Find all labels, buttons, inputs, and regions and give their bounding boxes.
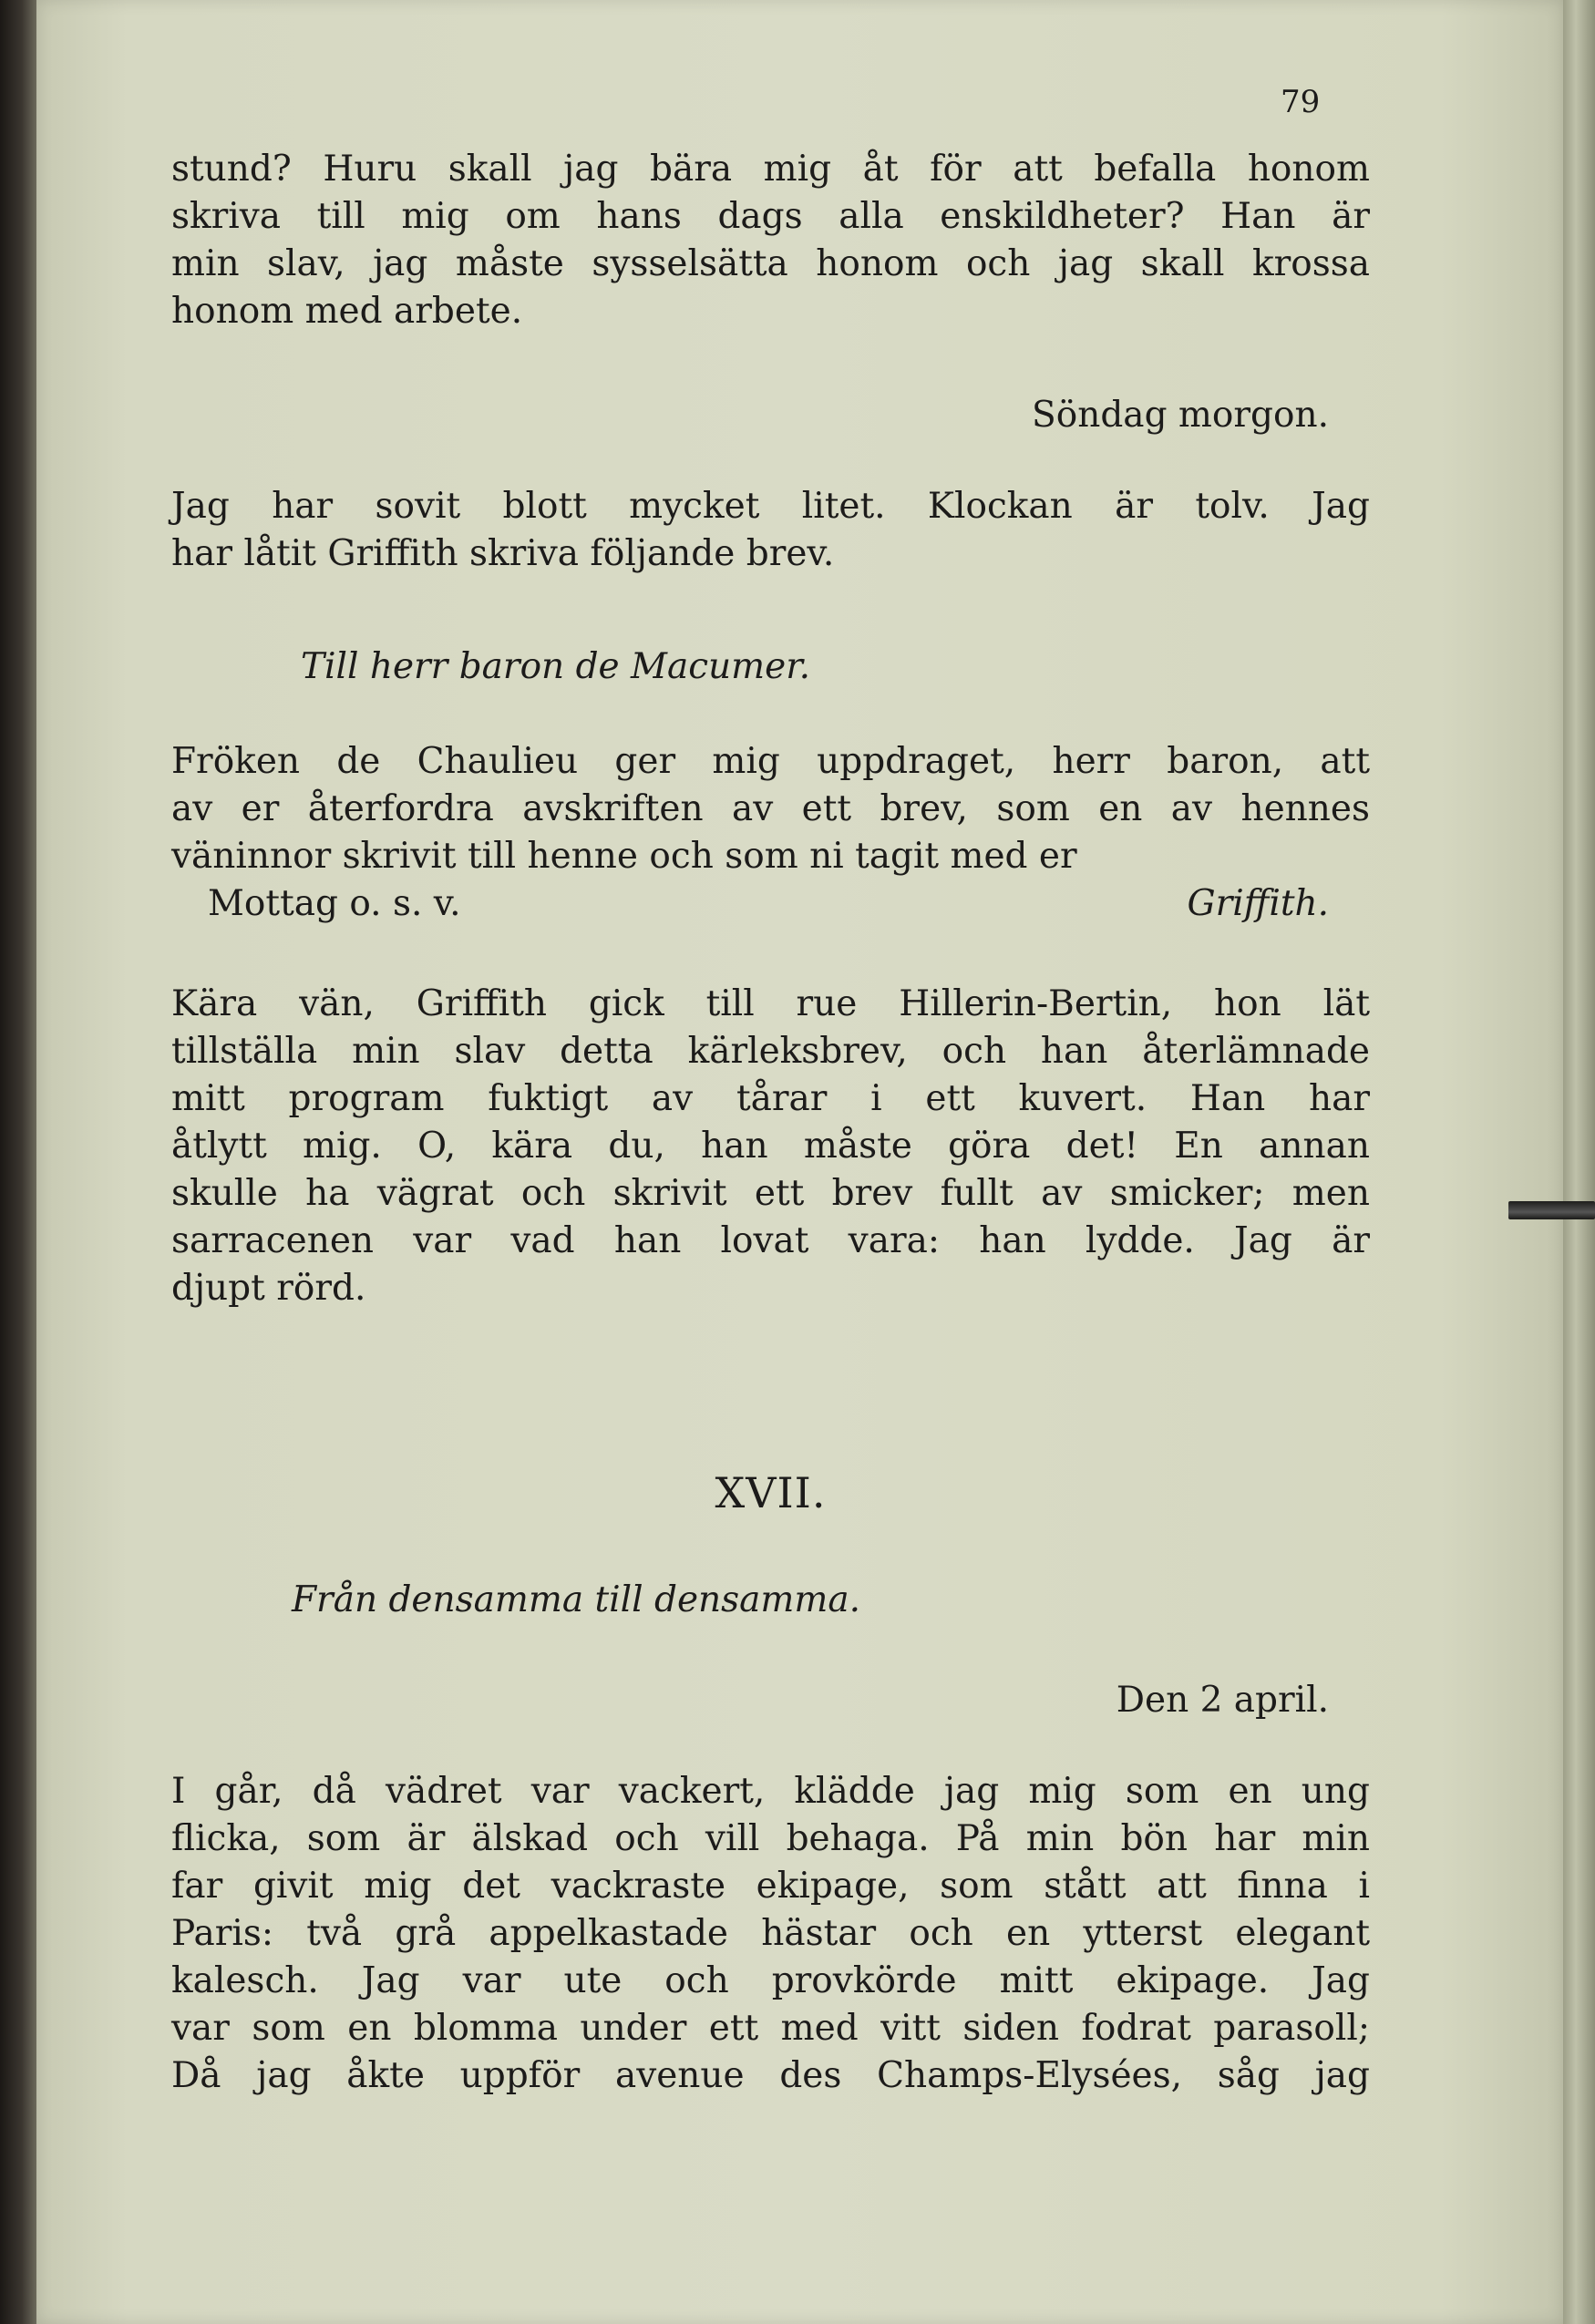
text-line: tillställa min slav detta kärleksbrev, och han återlämnade: [171, 1031, 1370, 1072]
text-line: skriva till mig om hans dags alla enskildheter? Han är: [171, 196, 1370, 237]
text-line: min slav, jag måste sysselsätta honom och jag skall krossa: [171, 243, 1370, 284]
page-edge: [1563, 0, 1595, 2324]
text-line: flicka, som är älskad och vill behaga. På min bön har min: [171, 1818, 1370, 1859]
text-line: har låtit Griffith skriva följande brev.: [171, 533, 835, 574]
text-line: var som en blomma under ett med vitt siden fodrat parasoll;: [171, 2008, 1370, 2049]
text-line: av er återfordra avskriften av ett brev, som en av hennes: [171, 788, 1370, 829]
page-number: 79: [1281, 84, 1321, 120]
text-line: Kära vän, Griffith gick till rue Hillerin-Bertin, hon lät: [171, 983, 1370, 1024]
dateline: Söndag morgon.: [1032, 395, 1329, 436]
text-line: far givit mig det vackraste ekipage, som stått att finna i: [171, 1866, 1370, 1907]
text-line: skulle ha vägrat och skrivit ett brev fullt av smicker; men: [171, 1173, 1370, 1214]
text-line: stund? Huru skall jag bära mig åt för att befalla honom: [171, 149, 1370, 190]
text-line: väninnor skrivit till henne och som ni tagit med er: [171, 836, 1077, 877]
text-line: Då jag åkte uppför avenue des Champs-Elysées, såg jag: [171, 2055, 1370, 2096]
text-line: kalesch. Jag var ute och provkörde mitt ekipage. Jag: [171, 1960, 1370, 2001]
letter-heading: Från densamma till densamma.: [292, 1579, 861, 1620]
text-line: sarracenen var vad han lovat vara: han lydde. Jag är: [171, 1220, 1370, 1261]
text-line: mitt program fuktigt av tårar i ett kuvert. Han har: [171, 1078, 1370, 1119]
signature-name: Griffith.: [1187, 883, 1329, 924]
signature-line: [171, 880, 1329, 928]
book-page: [36, 0, 1563, 2324]
text-line: åtlytt mig. O, kära du, han måste göra det! En annan: [171, 1126, 1370, 1167]
chapter-heading: XVII.: [715, 1468, 827, 1517]
text-line: honom med arbete.: [171, 291, 523, 332]
text-line: djupt rörd.: [171, 1268, 366, 1309]
text-line: I går, då vädret var vackert, klädde jag mig som en ung: [171, 1771, 1370, 1812]
text-line: Paris: två grå appelkastade hästar och en ytterst elegant: [171, 1913, 1370, 1954]
bookmark-tab: [1508, 1201, 1595, 1219]
text-line: Fröken de Chaulieu ger mig uppdraget, herr baron, att: [171, 741, 1370, 782]
letter-salutation: Till herr baron de Macumer.: [301, 646, 810, 687]
closing-text: Mottag o. s. v.: [208, 883, 461, 924]
text-line: Jag har sovit blott mycket litet. Klockan är tolv. Jag: [171, 486, 1370, 527]
dateline: Den 2 april.: [1116, 1680, 1329, 1721]
